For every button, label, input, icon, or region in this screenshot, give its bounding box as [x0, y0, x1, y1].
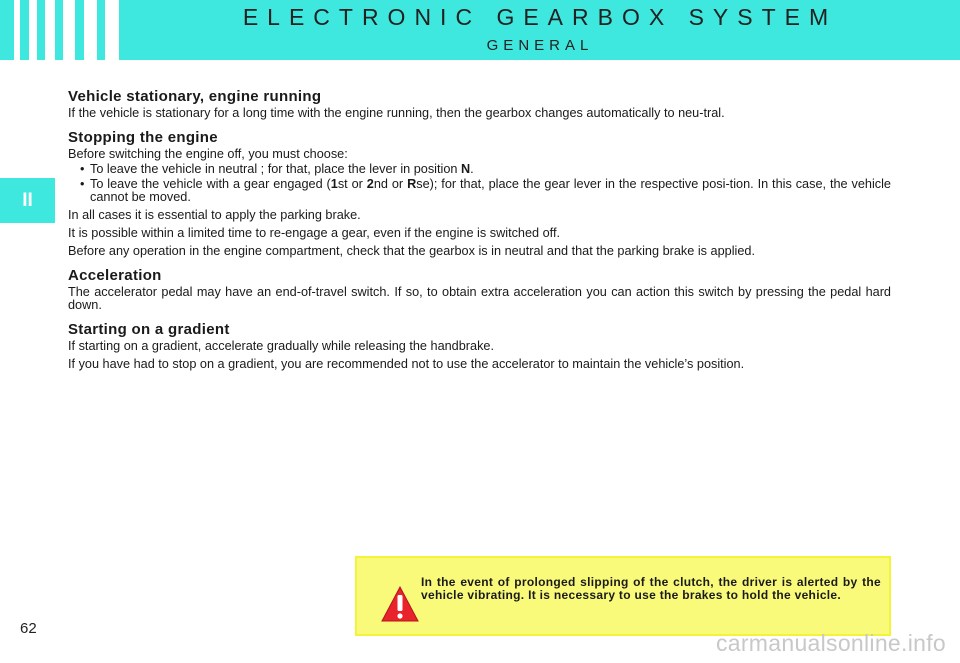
- warning-box: [355, 556, 891, 636]
- paragraph: The accelerator pedal may have an end-of-travel switch. If so, to obtain extra acceleration you can action this switch by pressing the pedal hard down.: [68, 285, 891, 312]
- paragraph: Before any operation in the engine compartment, check that the gearbox is in neutral and that the parking brake is applied.: [68, 244, 755, 258]
- bullet-list: [68, 163, 891, 204]
- paragraph: It is possible within a limited time to re-engage a gear, even if the engine is switched off.: [68, 226, 561, 240]
- list-item: • To leave the vehicle in neutral ; for that, place the lever in position N.: [68, 163, 891, 176]
- section-heading: Vehicle stationary, engine running: [68, 88, 322, 105]
- paragraph: If the vehicle is stationary for a long time with the engine running, then the gearbox changes automatically to neu-tral.: [68, 106, 725, 120]
- section-acceleration: [68, 267, 891, 312]
- paragraph: If you have had to stop on a gradient, you are recommended not to use the accelerator to maintain the vehicle’s position.: [68, 357, 745, 371]
- watermark: carmanualsonline.info: [715, 630, 946, 656]
- paragraph: If starting on a gradient, accelerate gradually while releasing the handbrake.: [68, 339, 494, 353]
- paragraph: In all cases it is essential to apply the parking brake.: [68, 208, 361, 222]
- header-stripes: [0, 0, 120, 60]
- chapter-tab[interactable]: II: [0, 178, 55, 223]
- section-heading: Acceleration: [68, 267, 162, 284]
- warning-text: In the event of prolonged slipping of the clutch, the driver is alerted by the vehicle vibrating. It is necessary to use the brakes to hold the vehicle.: [421, 575, 881, 602]
- page-title: ELECTRONIC GEARBOX SYSTEM: [242, 4, 838, 30]
- warning-triangle-icon: [381, 586, 419, 622]
- page-subtitle: GENERAL: [486, 37, 594, 54]
- page-number: 62: [20, 620, 37, 637]
- list-item: • To leave the vehicle with a gear engaged (1st or 2nd or Rse); for that, place the gear lever in the respective posi-tion. In this case, the vehicle cannot be moved.: [68, 178, 891, 204]
- section-stopping-engine: [68, 129, 891, 258]
- section-starting-gradient: [68, 321, 891, 371]
- section-vehicle-stationary: [68, 88, 891, 120]
- paragraph: Before switching the engine off, you must choose:: [68, 147, 348, 161]
- page-header: [0, 0, 960, 60]
- section-heading: Stopping the engine: [68, 129, 218, 146]
- section-heading: Starting on a gradient: [68, 321, 230, 338]
- main-content: [68, 88, 891, 380]
